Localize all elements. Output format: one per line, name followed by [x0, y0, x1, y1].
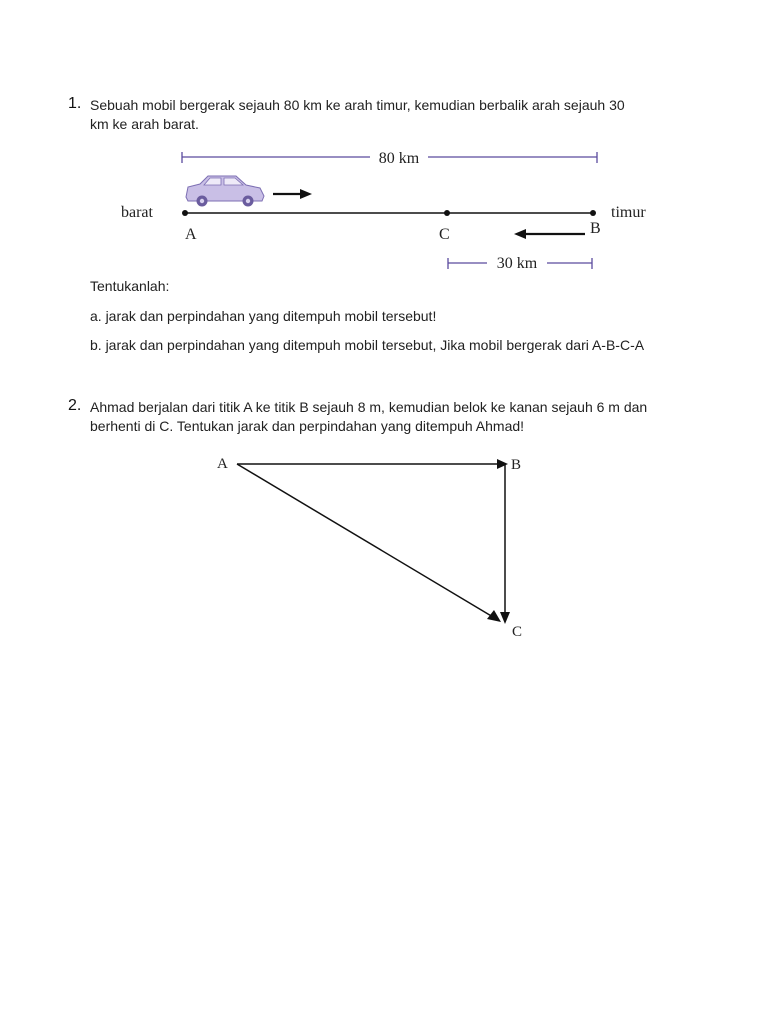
triangle-point-a: A [217, 456, 228, 472]
question-1-item-a: a. jarak dan perpindahan yang ditempuh mobil tersebut! [90, 308, 437, 324]
question-1-number: 1. [68, 95, 82, 112]
point-a-label: A [185, 226, 197, 243]
question-1-prompt: Tentukanlah: [90, 278, 170, 294]
distance-30km-label: 30 km [496, 255, 538, 272]
question-1-line-2: km ke arah barat. [90, 116, 199, 132]
triangle-point-b: B [511, 457, 522, 473]
question-2-number: 2. [68, 397, 82, 414]
west-label: barat [121, 204, 153, 221]
triangle-point-c: C [512, 624, 523, 640]
distance-80km-label: 80 km [378, 150, 420, 167]
segment-ac [237, 464, 493, 617]
east-label: timur [611, 204, 646, 221]
arrowhead-c-vertical [500, 612, 510, 624]
arrowhead-c-diagonal [487, 610, 501, 622]
question-1-item-b: b. jarak dan perpindahan yang ditempuh mobil tersebut, Jika mobil bergerak dari A-B-C-A [90, 337, 645, 353]
arrowhead-b [497, 459, 508, 469]
point-b-label: B [590, 220, 601, 237]
question-2-line-2: berhenti di C. Tentukan jarak dan perpindahan yang ditempuh Ahmad! [90, 418, 525, 434]
point-c-label: C [439, 226, 450, 243]
question-2-line-1: Ahmad berjalan dari titik A ke titik B sejauh 8 m, kemudian belok ke kanan sejauh 6 m dan [90, 399, 648, 415]
question-1-line-1: Sebuah mobil bergerak sejauh 80 km ke arah timur, kemudian berbalik arah sejauh 30 [90, 97, 625, 113]
